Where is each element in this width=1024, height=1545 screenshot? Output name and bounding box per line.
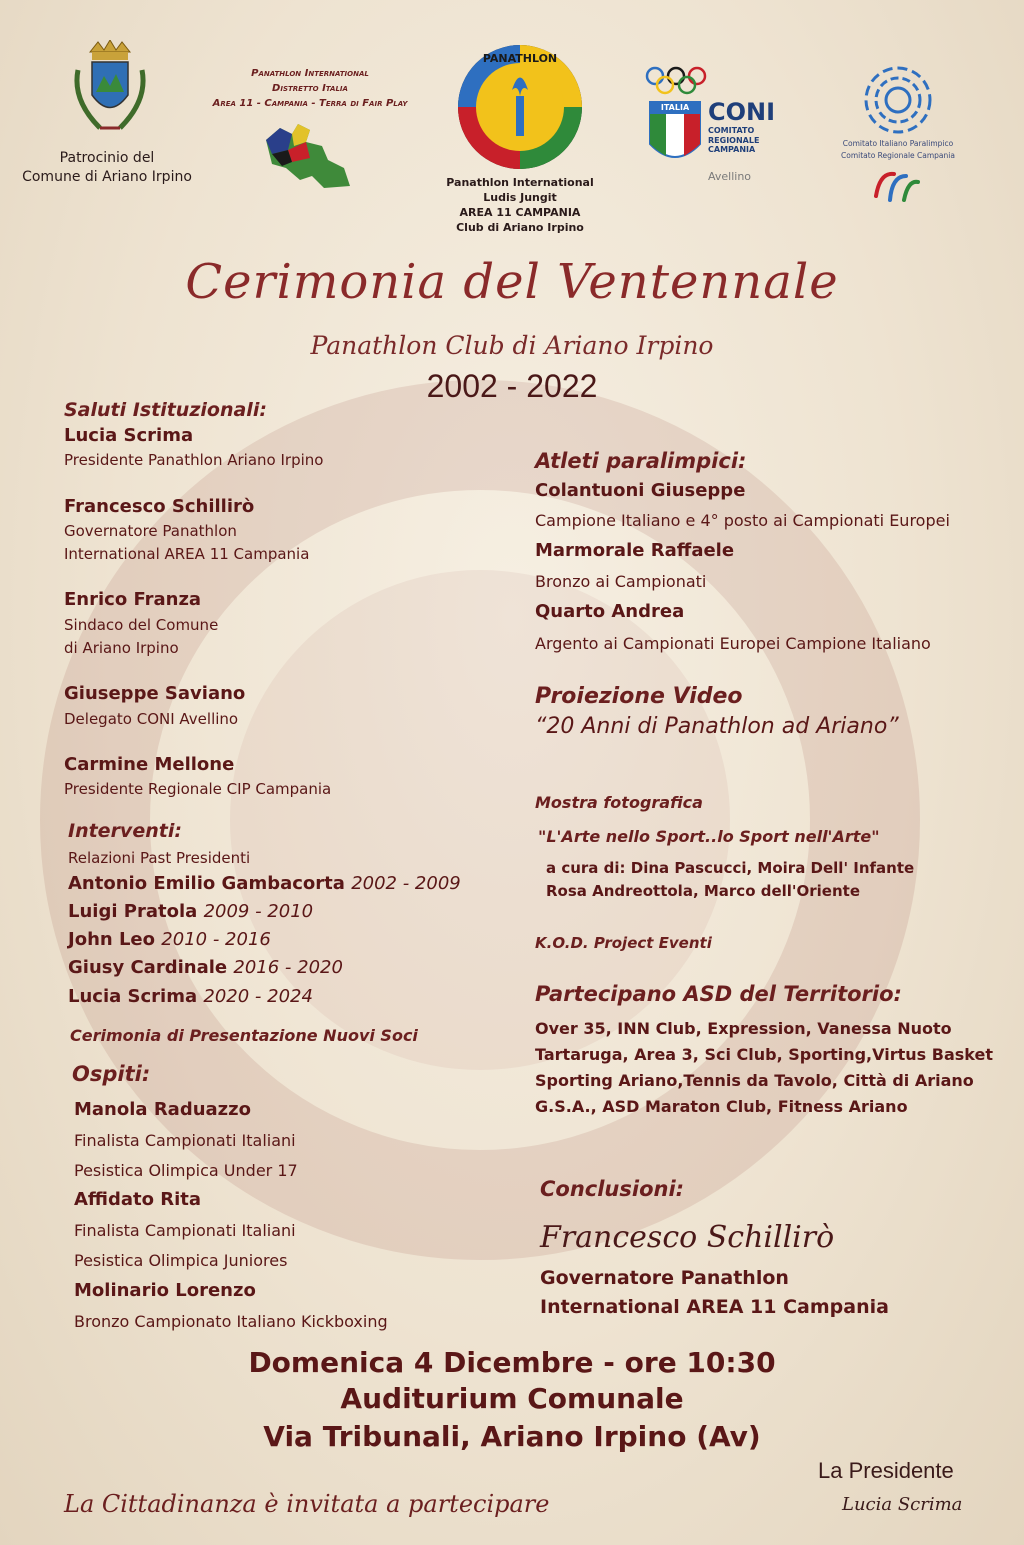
past-name: Giusy Cardinale xyxy=(68,957,228,978)
comune-label-line2: Comune di Ariano Irpino xyxy=(22,168,192,185)
asd-list xyxy=(535,1016,993,1120)
event-venue: Auditurium Comunale xyxy=(340,1382,684,1415)
asd-line-4: G.S.A., ASD Maraton Club, Fitness Ariano xyxy=(535,1096,908,1116)
saluti-name-1: Lucia Scrima xyxy=(64,425,194,446)
conclusioni-role-2: International AREA 11 Campania xyxy=(540,1295,889,1318)
comune-coat-of-arms-icon xyxy=(70,40,150,145)
atleta-role-1: Campione Italiano e 4° posto ai Campionati Europei xyxy=(535,511,950,530)
pi-line1: Panathlon International xyxy=(251,68,369,79)
past-president-5 xyxy=(68,986,313,1007)
asd-line-3: Sporting Ariano,Tennis da Tavolo, Città di Ariano xyxy=(535,1070,974,1090)
coni-sub2: REGIONALE xyxy=(708,135,760,145)
coni-sub1: COMITATO xyxy=(708,126,755,135)
cip-globe-icon xyxy=(858,64,936,136)
interventi-sub: Relazioni Past Presidenti xyxy=(68,849,251,867)
ospiti-heading: Ospiti: xyxy=(72,1062,151,1086)
saluti-role-3b: di Ariano Irpino xyxy=(64,638,179,657)
ospite-name-2: Affidato Rita xyxy=(74,1189,202,1210)
saluti-name-4: Giuseppe Saviano xyxy=(64,683,246,704)
mostra-cura-1: a cura di: Dina Pascucci, Moira Dell' Infante xyxy=(546,859,915,877)
cip-line1: Comitato Italiano Paralimpico xyxy=(842,139,954,148)
coni-italia-label: ITALIA xyxy=(660,103,690,112)
ospite-role-2 xyxy=(74,1216,296,1277)
saluti-role-3 xyxy=(64,614,218,659)
asd-line-1: Over 35, INN Club, Expression, Vanessa Nuoto xyxy=(535,1019,952,1038)
ospite-role-1b: Pesistica Olimpica Under 17 xyxy=(74,1161,298,1181)
saluti-role-1: Presidente Panathlon Ariano Irpino xyxy=(64,451,324,469)
ospite-role-2a: Finalista Campionati Italiani xyxy=(74,1221,296,1240)
past-years: 2020 - 2024 xyxy=(203,986,313,1007)
center-line1: Panathlon International xyxy=(446,176,594,189)
coni-sub3: CAMPANIA xyxy=(708,145,756,155)
paralympic-agitos-icon xyxy=(870,166,922,206)
saluti-role-2 xyxy=(64,520,309,565)
past-name: Lucia Scrima xyxy=(68,986,198,1007)
comune-label-line1: Patrocinio del xyxy=(59,150,155,166)
past-years: 2016 - 2020 xyxy=(233,957,343,978)
atleta-name-2: Marmorale Raffaele xyxy=(535,540,735,561)
center-line4: Club di Ariano Irpino xyxy=(456,220,584,234)
conclusioni-role-1: Governatore Panathlon xyxy=(540,1267,789,1289)
page-years: 2002 - 2022 xyxy=(426,368,598,404)
saluti-heading: Saluti Istituzionali: xyxy=(64,399,267,421)
past-years: 2002 - 2009 xyxy=(351,873,461,894)
panathlon-district-label xyxy=(170,66,450,111)
cerimonia-nuovi-soci: Cerimonia di Presentazione Nuovi Soci xyxy=(70,1026,418,1045)
saluti-role-3a: Sindaco del Comune xyxy=(64,616,219,634)
kod-project: K.O.D. Project Eventi xyxy=(535,934,712,952)
saluti-role-4: Delegato CONI Avellino xyxy=(64,710,239,728)
past-name: John Leo xyxy=(68,929,156,950)
ospite-name-1: Manola Raduazzo xyxy=(74,1099,251,1120)
mostra-title: "L'Arte nello Sport..lo Sport nell'Arte" xyxy=(538,827,880,846)
cip-label xyxy=(808,138,988,162)
page-title: Cerimonia del Ventennale xyxy=(185,254,839,310)
center-line2: Ludis Jungit xyxy=(483,190,557,204)
conclusioni-heading: Conclusioni: xyxy=(540,1177,685,1201)
saluti-name-5: Carmine Mellone xyxy=(64,754,235,775)
center-line3: AREA 11 CAMPANIA xyxy=(459,205,581,219)
ospite-role-3: Bronzo Campionato Italiano Kickboxing xyxy=(74,1312,388,1331)
mostra-heading: Mostra fotografica xyxy=(535,793,703,812)
atleta-role-3: Argento ai Campionati Europei Campione Italiano xyxy=(535,634,931,653)
coni-city: Avellino xyxy=(708,170,752,183)
atleti-heading: Atleti paralimpici: xyxy=(535,449,747,473)
video-heading: Proiezione Video xyxy=(535,684,743,709)
presidente-signature: Lucia Scrima xyxy=(842,1494,963,1515)
presidente-label: La Presidente xyxy=(818,1458,954,1483)
pi-line3: Area 11 - Campania - Terra di Fair Play xyxy=(212,98,408,109)
atleta-name-1: Colantuoni Giuseppe xyxy=(535,480,746,501)
ospite-role-1a: Finalista Campionati Italiani xyxy=(74,1131,296,1150)
asd-line-2: Tartaruga, Area 3, Sci Club, Sporting,Virtus Basket xyxy=(535,1044,993,1064)
emblem-ring-text: PANATHLON xyxy=(482,52,558,65)
atleta-role-2: Bronzo ai Campionati xyxy=(535,572,707,591)
past-president-4 xyxy=(68,957,343,978)
mostra-cura-2: Rosa Andreottola, Marco dell'Oriente xyxy=(546,881,860,900)
asd-heading: Partecipano ASD del Territorio: xyxy=(535,982,902,1006)
pi-line2: Distretto Italia xyxy=(272,83,348,94)
coni-sub xyxy=(708,126,759,155)
coni-name: CONI xyxy=(708,98,776,126)
campania-map-icon xyxy=(262,120,354,192)
atleta-name-3: Quarto Andrea xyxy=(535,601,685,622)
panathlon-emblem-icon xyxy=(450,40,590,175)
saluti-name-2: Francesco Schillirò xyxy=(64,496,255,517)
past-president-3 xyxy=(68,929,271,950)
past-name: Antonio Emilio Gambacorta xyxy=(68,873,345,894)
cip-line2: Comitato Regionale Campania xyxy=(841,151,955,160)
page-subtitle: Panathlon Club di Ariano Irpino xyxy=(310,331,714,360)
past-years: 2010 - 2016 xyxy=(161,929,271,950)
conclusioni-role xyxy=(540,1264,889,1321)
past-president-1 xyxy=(68,873,461,894)
saluti-name-3: Enrico Franza xyxy=(64,589,202,610)
event-date: Domenica 4 Dicembre - ore 10:30 xyxy=(248,1346,776,1379)
comune-label xyxy=(12,149,202,187)
ospite-role-1 xyxy=(74,1126,298,1187)
past-years: 2009 - 2010 xyxy=(203,901,314,922)
mostra-cura xyxy=(546,857,914,902)
event-address: Via Tribunali, Ariano Irpino (Av) xyxy=(263,1420,761,1453)
past-name: Luigi Pratola xyxy=(68,901,198,922)
center-logo-label xyxy=(420,176,620,235)
ospite-name-3: Molinario Lorenzo xyxy=(74,1280,256,1301)
saluti-role-2a: Governatore Panathlon xyxy=(64,522,237,540)
invite-text: La Cittadinanza è invitata a partecipare xyxy=(64,1490,550,1518)
video-title: “20 Anni di Panathlon ad Ariano” xyxy=(535,714,899,739)
olympic-rings-icon xyxy=(643,66,709,96)
conclusioni-signature: Francesco Schillirò xyxy=(540,1220,835,1255)
ospite-role-2b: Pesistica Olimpica Juniores xyxy=(74,1251,288,1271)
past-president-2 xyxy=(68,901,313,922)
interventi-heading: Interventi: xyxy=(68,820,182,842)
saluti-role-5: Presidente Regionale CIP Campania xyxy=(64,780,332,798)
saluti-role-2b: International AREA 11 Campania xyxy=(64,544,310,563)
